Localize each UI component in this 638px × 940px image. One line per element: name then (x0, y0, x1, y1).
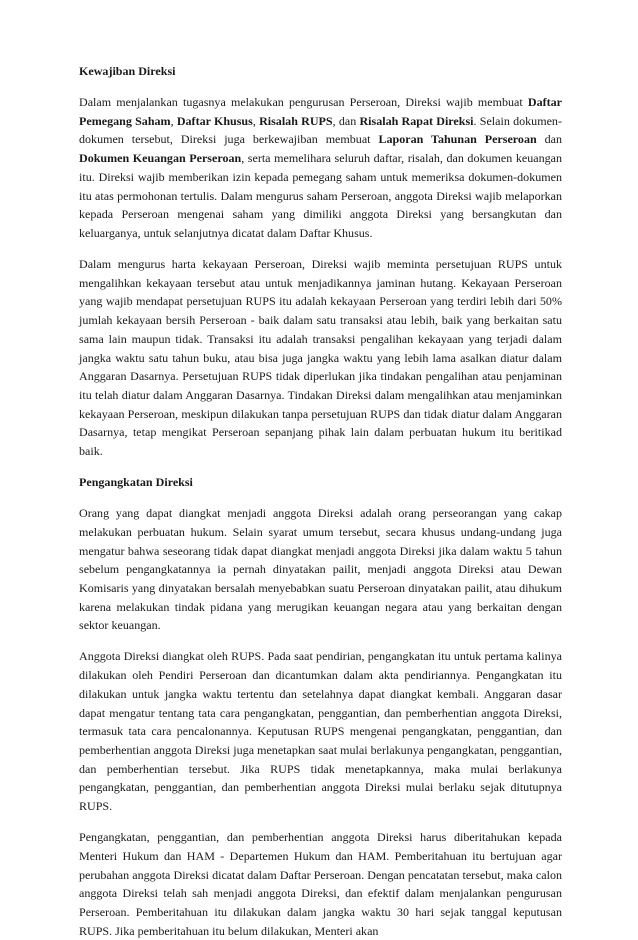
bold-term: Risalah Rapat Direksi (359, 113, 474, 128)
section-pengangkatan-direksi (79, 473, 562, 940)
bold-term: Daftar Khusus (176, 113, 253, 128)
section-kewajiban-direksi (79, 62, 562, 461)
text-run: Anggota Direksi diangkat oleh RUPS. Pada saat pendirian, pengangkatan itu untuk pertama kalinya dilakukan oleh Pendiri Perseroan dan dicantumkan dalam akta pendiriannya. Pengangkatan itu dilakukan untuk jangka waktu tertentu dan setelahnya dapat diangkat kembali. Anggaran dasar dapat mengatur tentang tata cara pengangkatan, penggantian, dan pemberhentian anggota Direksi, termasuk tata cara pencalonannya. Keputusan RUPS mengenai pengangkatan, penggantian, dan pemberhentian anggota Direksi juga menetapkan saat mulai berlakunya pengangkatan, penggantian, dan pemberhentian tersebut. Jika RUPS tidak menetapkannya, maka mulai berlakunya pengangkatan, penggantian, dan pemberhentian anggota Direksi mulai berlaku sejak ditutupnya RUPS. (79, 649, 562, 814)
section-heading: Kewajiban Direksi (79, 64, 176, 78)
bold-term: Risalah RUPS (259, 113, 333, 128)
text-run: , dan (332, 113, 360, 128)
text-run: Orang yang dapat diangkat menjadi anggota Direksi adalah orang perseorangan yang cakap melakukan perbuatan hukum. Selain syarat umum tersebut, secara khusus undang-undang juga mengatur bahwa seseorang tidak dapat diangkat menjadi anggota Direksi jika dalam waktu 5 tahun sebelum pengangkatannya ia pernah dinyatakan pailit, menjadi anggota Direksi atau Dewan Komisaris yang dinyatakan bersalah menyebabkan suatu Perseroan dinyatakan pailit, atau dihukum karena melakukan tindak pidana yang merugikan keuangan negara atau yang berkaitan dengan sektor keuangan. (79, 506, 562, 633)
text-run: Dalam menjalankan tugasnya melakukan pengurusan Perseroan, Direksi wajib membuat (79, 95, 528, 109)
paragraph (79, 93, 562, 243)
text-run: , (252, 113, 260, 128)
text-run: , (170, 113, 177, 128)
text-run: , serta memelihara seluruh daftar, risalah, dan dokumen keuangan itu. Direksi wajib memberikan izin kepada pemegang saham untuk memeriksa dokumen-dokumen itu atas permohonan tertulis. Dalam mengurus saham Perseroan, anggota Direksi wajib melaporkan kepada Perseroan mengenai saham yang dimiliki anggota Direksi yang bersangkutan dan keluarganya, untuk selanjutnya dicatat dalam Daftar Khusus. (79, 151, 562, 240)
paragraph (79, 255, 562, 461)
bold-term: Laporan Tahunan Perseroan (378, 132, 537, 147)
section-heading: Pengangkatan Direksi (79, 475, 193, 490)
paragraph (79, 647, 562, 815)
text-run: dan (536, 132, 563, 147)
bold-term: Dokumen Keuangan Perseroan (79, 151, 242, 166)
paragraph (79, 828, 562, 940)
text-run: Pengangkatan, penggantian, dan pemberhentian anggota Direksi harus diberitahukan kepada Menteri Hukum dan HAM - Departemen Hukum dan HAM. Pemberitahuan itu bertujuan agar perubahan anggota Direksi dicatat dalam Daftar Perseroan. Dengan pencatatan tersebut, maka calon anggota Direksi telah sah menjadi anggota Direksi, dan efektif dalam menjalankan pengurusan Perseroan. Pemberitahuan itu dilakukan dalam jangka waktu 30 hari sejak tanggal keputusan RUPS. Jika pemberitahuan itu belum dilakukan, Menteri akan (79, 830, 562, 938)
text-run: Dalam mengurus harta kekayaan Perseroan, Direksi wajib meminta persetujuan RUPS untuk mengalihkan kekayaan tersebut atau untuk menjadikannya jaminan hutang. Kekayaan Perseroan yang wajib mendapat persetujuan RUPS itu adalah kekayaan Perseroan yang terdiri lebih dari 50% jumlah kekayaan bersih Perseroan - baik dalam satu transaksi atau lebih, baik yang berkaitan satu sama lain maupun tidak. Transaksi itu adalah transaksi pengalihan kekayaan yang terjadi dalam jangka waktu satu tahun buku, atau bisa juga jangka waktu yang lebih lama asalkan diatur dalam Anggaran Dasarnya. Persetujuan RUPS tidak diperlukan jika tindakan pengalihan atau penjaminan itu telah diatur dalam Anggaran Dasarnya. Tindakan Direksi dalam mengalihkan atau menjaminkan kekayaan Perseroan, meskipun dilakukan tanpa persetujuan RUPS dan tidak diatur dalam Anggaran Dasarnya, tetap mengikat Perseroan sepanjang pihak lain dalam perbuatan hukum itu beritikad baik. (79, 257, 562, 459)
text-run: . Selain dokumen-dokumen tersebut, Direksi juga berkewajiban membuat (79, 113, 562, 147)
paragraph (79, 504, 562, 635)
bold-term: Daftar Pemegang Saham (79, 95, 562, 128)
